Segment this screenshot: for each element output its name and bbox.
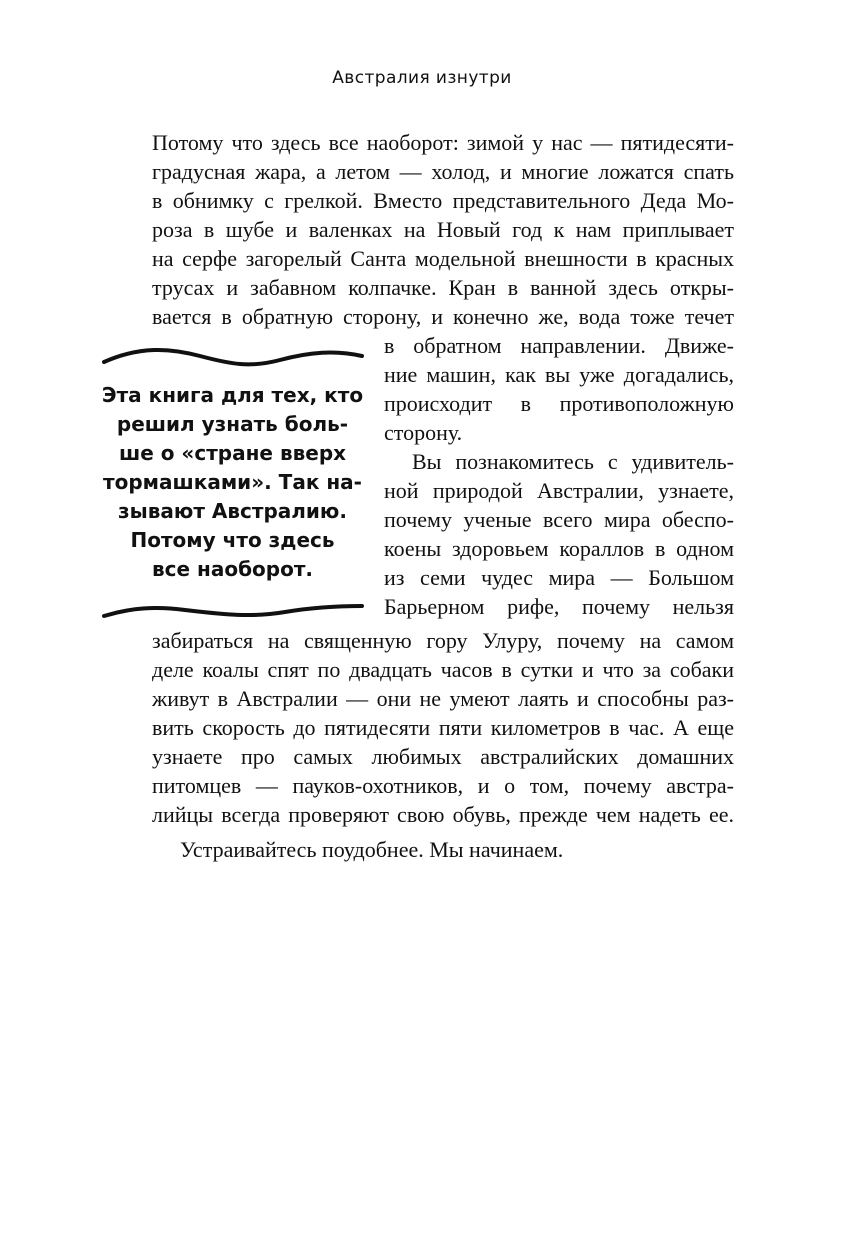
body-line: Вы познакомитесь с удивитель- xyxy=(412,449,734,474)
body-line: Барьерном рифе, почему нельзя xyxy=(384,594,734,619)
body-line: ной природой Австралии, узнаете, xyxy=(384,478,734,503)
body-line: забираться на священную гору Улуру, почему на самом xyxy=(152,628,734,653)
body-line: вается в обратную сторону, и конечно же, вода тоже течет xyxy=(152,304,734,329)
pull-quote-line: Эта книга для тех, кто xyxy=(101,383,364,407)
body-line: Устраивайтесь поудобнее. Мы начинаем. xyxy=(180,837,564,862)
body-line: из семи чудес мира — Большом xyxy=(384,565,734,590)
body-line: трусах и забавном колпачке. Кран в ванной здесь откры- xyxy=(152,275,734,300)
body-line: питомцев — пауков-охотников, и о том, почему австра- xyxy=(152,773,734,798)
body-line: в обнимку с грелкой. Вместо представительного Деда Мо- xyxy=(152,188,734,213)
pull-quote-line: зывают Австралию. xyxy=(118,499,347,523)
body-line: сторону. xyxy=(384,420,463,445)
body-line: градусная жара, а летом — холод, и многие ложатся спать xyxy=(152,159,734,184)
body-line: ние машин, как вы уже догадались, xyxy=(384,362,734,387)
wave-divider-bottom xyxy=(100,598,365,628)
body-line: коены здоровьем кораллов в одном xyxy=(384,536,734,561)
body-line: узнаете про самых любимых австралийских домашних xyxy=(152,744,734,769)
body-line: почему ученые всего мира обеспо- xyxy=(384,507,734,532)
pull-quote-line: все наоборот. xyxy=(151,557,314,581)
body-line: роза в шубе и валенках на Новый год к нам приплывает xyxy=(152,217,734,242)
body-line: происходит в противоположную xyxy=(384,391,734,416)
wave-divider-top xyxy=(100,342,365,372)
body-line: деле коалы спят по двадцать часов в сутки и что за собаки xyxy=(152,657,734,682)
body-line: живут в Австралии — они не умеют лаять и способны раз- xyxy=(152,686,734,711)
body-line: на серфе загорелый Санта модельной внешности в красных xyxy=(152,246,734,271)
body-line: Потому что здесь все наоборот: зимой у нас — пятидесяти- xyxy=(152,130,734,155)
pull-quote-line: решил узнать боль- xyxy=(116,412,349,436)
body-line: лийцы всегда проверяют свою обувь, прежде чем надеть ее. xyxy=(152,802,734,827)
pull-quote-line: Потому что здесь xyxy=(130,528,335,552)
pull-quote-line: ше о «стране вверх xyxy=(118,441,347,465)
body-line: вить скорость до пятидесяти пяти километров в час. А еще xyxy=(152,715,734,740)
running-header: Австралия изнутри xyxy=(332,68,512,88)
body-line: в обратном направлении. Движе- xyxy=(384,333,734,358)
pull-quote-line: тормашками». Так на- xyxy=(103,470,362,494)
